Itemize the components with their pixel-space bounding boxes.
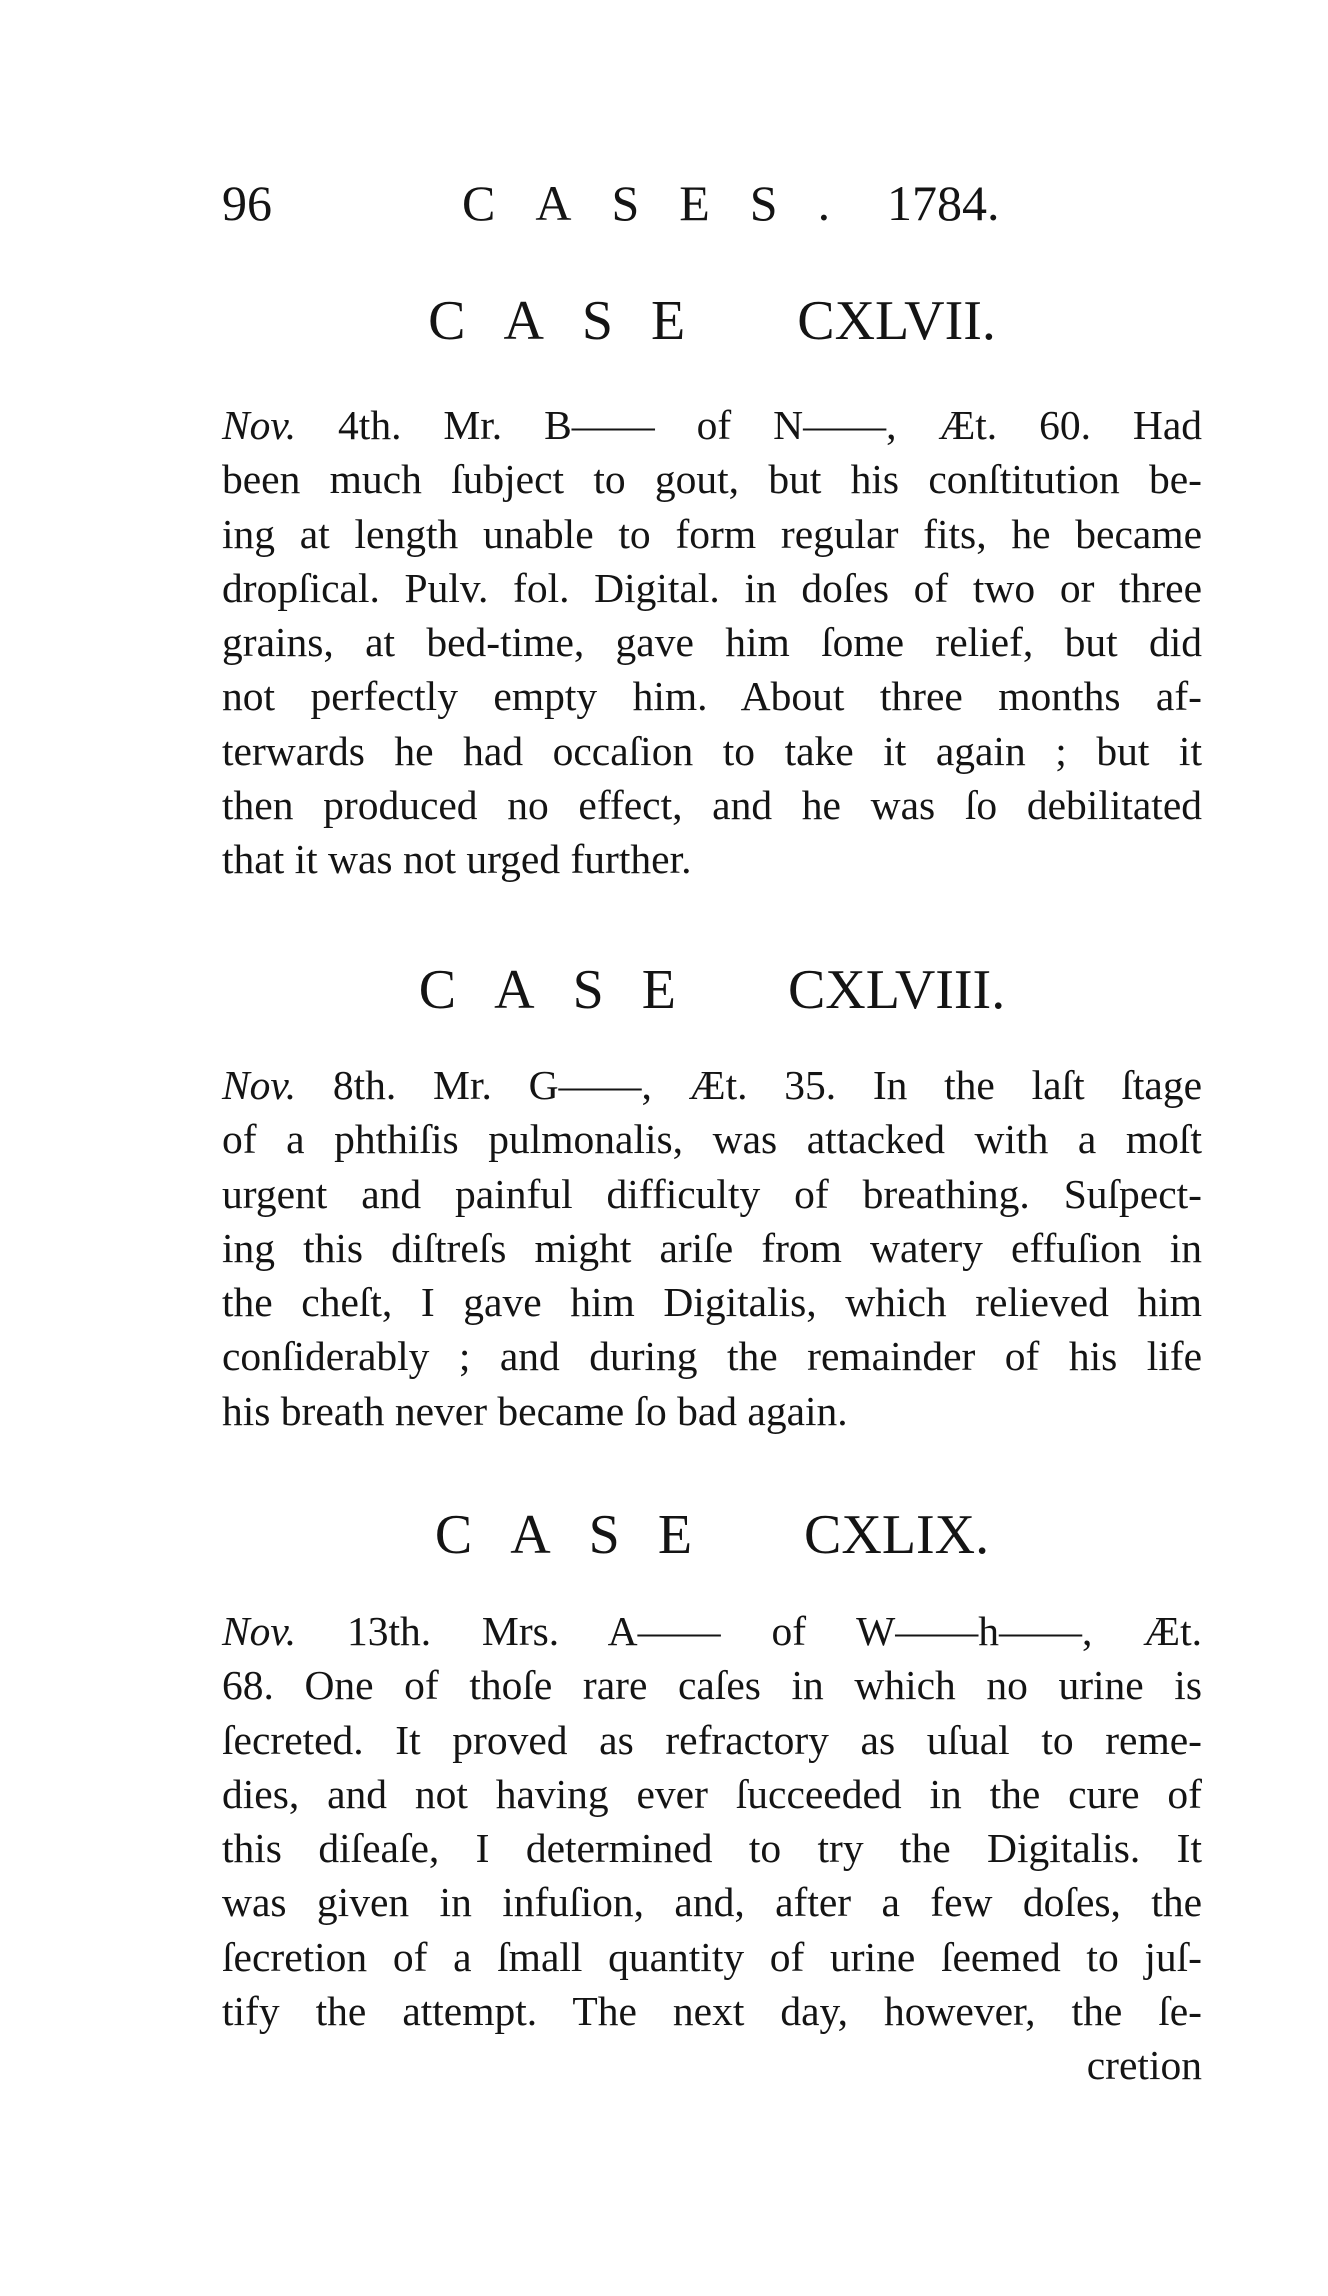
- text-line: conſiderably ; and during the remainder of his life: [222, 1333, 1202, 1380]
- text-line: ing this diſtreſs might ariſe from watery effuſion in: [222, 1224, 1202, 1271]
- catchword: cretion: [1086, 2042, 1202, 2089]
- text-line: this diſeaſe, I determined to try the Digitalis. It: [222, 1825, 1202, 1872]
- case-heading-word: CASE: [434, 1504, 731, 1566]
- text-line: Nov. 8th. Mr. G——, Æt. 35. In the laſt ſtage: [222, 1062, 1202, 1108]
- text-line: urgent and painful difficulty of breathing. Suſpect-: [222, 1170, 1202, 1217]
- text-line: was given in infuſion, and, after a few doſes, the: [222, 1879, 1202, 1926]
- text-line: of a phthiſis pulmonalis, was attacked with a moſt: [222, 1116, 1202, 1163]
- case-heading-number: CXLVII.: [797, 290, 996, 352]
- text-line: the cheſt, I gave him Digitalis, which relieved him: [222, 1279, 1202, 1326]
- text-line: then produced no effect, and he was ſo debilitated: [222, 782, 1202, 829]
- case-heading-number: CXLIX.: [804, 1504, 990, 1566]
- running-title: CASES.: [462, 175, 871, 231]
- case-heading-cxlvii: [222, 286, 1202, 356]
- case-cxlviii-text: [222, 1058, 1202, 1438]
- text-line: tify the attempt. The next day, however, the ſe-: [222, 1988, 1202, 2035]
- text-line: dies, and not having ever ſucceeded in the cure of: [222, 1770, 1202, 1817]
- text-line: grains, at bed-time, gave him ſome relief, but did: [222, 619, 1202, 666]
- case-heading-cxlviii: [222, 955, 1202, 1025]
- text-line: dropſical. Pulv. fol. Digital. in doſes of two or three: [222, 564, 1202, 611]
- text-line: his breath never became ſo bad again.: [222, 1387, 848, 1434]
- case-cxlix-text: [222, 1604, 1202, 2093]
- text-line: 68. One of thoſe rare caſes in which no urine is: [222, 1662, 1202, 1709]
- page-number: 96: [222, 175, 272, 231]
- case-heading-number: CXLVIII.: [787, 959, 1006, 1021]
- running-year: 1784.: [887, 175, 1000, 231]
- text-line: ing at length unable to form regular fits, he became: [222, 510, 1202, 557]
- text-line: not perfectly empty him. About three months af-: [222, 673, 1202, 720]
- case-heading-word: CASE: [428, 290, 724, 352]
- text-line: been much ſubject to gout, but his conſtitution be-: [222, 456, 1202, 503]
- text-line: ſecretion of a ſmall quantity of urine ſeemed to juſ-: [222, 1933, 1202, 1980]
- running-head: [222, 168, 1222, 238]
- case-cxlvii-text: [222, 398, 1202, 887]
- case-heading-word: CASE: [418, 959, 714, 1021]
- text-line: Nov. 4th. Mr. B—— of N——, Æt. 60. Had: [222, 402, 1202, 448]
- text-line: Nov. 13th. Mrs. A—— of W——h——, Æt.: [222, 1608, 1202, 1654]
- case-heading-cxlix: [222, 1500, 1202, 1570]
- text-line: that it was not urged further.: [222, 836, 692, 883]
- text-line: ſecreted. It proved as refractory as uſual to reme-: [222, 1716, 1202, 1763]
- text-line: terwards he had occaſion to take it again ; but it: [222, 727, 1202, 774]
